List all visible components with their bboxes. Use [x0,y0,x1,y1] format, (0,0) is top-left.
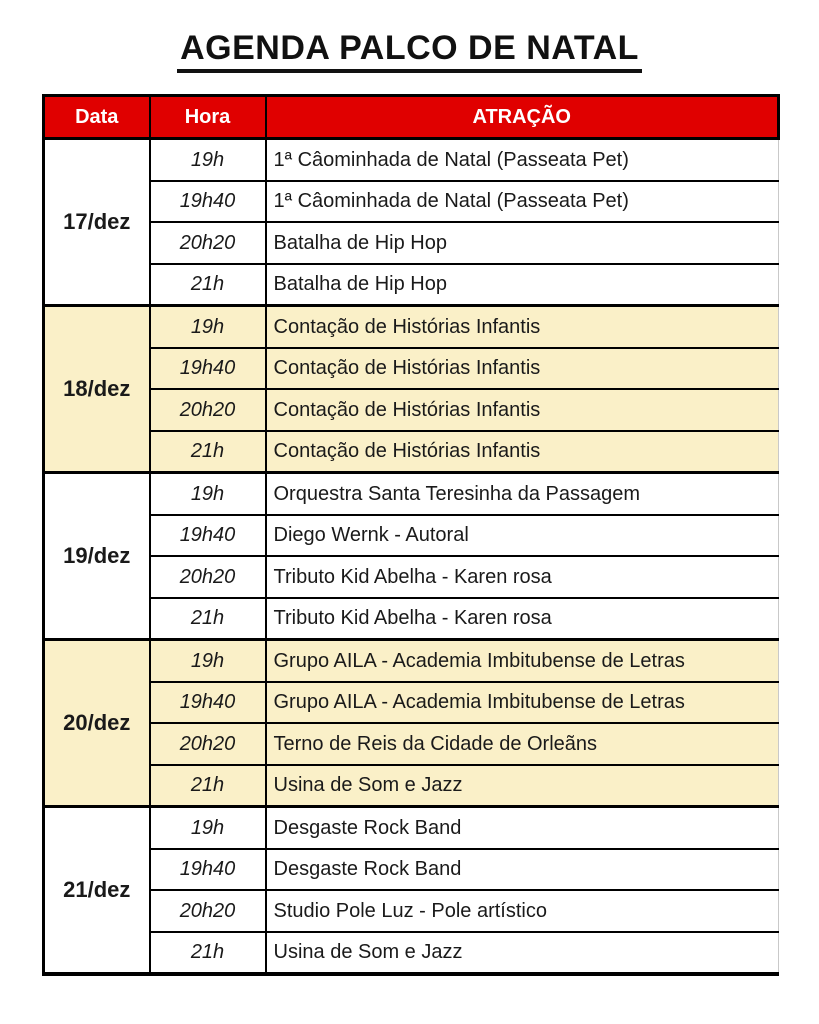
page-title [0,0,819,73]
agenda-row [44,515,779,557]
agenda-row [44,431,779,473]
agenda-row [44,348,779,390]
attraction-cell: Desgaste Rock Band [266,807,779,849]
attraction-cell: Tributo Kid Abelha - Karen rosa [266,598,779,640]
agenda-row [44,598,779,640]
attraction-cell: Grupo AILA - Academia Imbitubense de Letras [266,640,779,682]
time-cell: 19h [150,306,266,348]
time-cell: 19h [150,473,266,515]
time-cell: 19h40 [150,181,266,223]
time-cell: 20h20 [150,890,266,932]
header-cell-hora: Hora [150,96,266,139]
header-row [44,96,779,139]
date-cell: 19/dez [44,473,150,640]
time-cell: 20h20 [150,723,266,765]
time-cell: 21h [150,431,266,473]
time-cell: 20h20 [150,222,266,264]
agenda-row [44,389,779,431]
agenda-row [44,640,779,682]
page-title-text: AGENDA PALCO DE NATAL [177,30,642,73]
agenda-table [42,94,780,976]
time-cell: 19h [150,640,266,682]
attraction-cell: Batalha de Hip Hop [266,264,779,306]
time-cell: 19h40 [150,515,266,557]
agenda-row [44,682,779,724]
date-cell: 17/dez [44,139,150,306]
time-cell: 19h [150,139,266,181]
agenda-row [44,139,779,181]
agenda-row [44,306,779,348]
agenda-row [44,473,779,515]
time-cell: 19h [150,807,266,849]
time-cell: 21h [150,765,266,807]
agenda-row [44,932,779,975]
attraction-cell: Grupo AILA - Academia Imbitubense de Letras [266,682,779,724]
attraction-cell: Batalha de Hip Hop [266,222,779,264]
agenda-row [44,723,779,765]
attraction-cell: Contação de Histórias Infantis [266,389,779,431]
agenda-row [44,181,779,223]
attraction-cell: Studio Pole Luz - Pole artístico [266,890,779,932]
time-cell: 19h40 [150,682,266,724]
attraction-cell: Usina de Som e Jazz [266,765,779,807]
time-cell: 21h [150,932,266,975]
attraction-cell: Contação de Histórias Infantis [266,348,779,390]
time-cell: 21h [150,598,266,640]
date-cell: 21/dez [44,807,150,975]
time-cell: 20h20 [150,389,266,431]
agenda-row [44,849,779,891]
date-cell: 20/dez [44,640,150,807]
attraction-cell: Tributo Kid Abelha - Karen rosa [266,556,779,598]
table-body [44,139,779,975]
attraction-cell: Contação de Histórias Infantis [266,431,779,473]
time-cell: 20h20 [150,556,266,598]
agenda-row [44,222,779,264]
attraction-cell: Diego Wernk - Autoral [266,515,779,557]
agenda-row [44,765,779,807]
attraction-cell: 1ª Câominhada de Natal (Passeata Pet) [266,139,779,181]
attraction-cell: Desgaste Rock Band [266,849,779,891]
attraction-cell: Usina de Som e Jazz [266,932,779,975]
header-cell-atracao: ATRAÇÃO [266,96,779,139]
date-cell: 18/dez [44,306,150,473]
time-cell: 21h [150,264,266,306]
header-cell-data: Data [44,96,150,139]
attraction-cell: Orquestra Santa Teresinha da Passagem [266,473,779,515]
attraction-cell: Terno de Reis da Cidade de Orleãns [266,723,779,765]
agenda-row [44,264,779,306]
time-cell: 19h40 [150,348,266,390]
attraction-cell: Contação de Histórias Infantis [266,306,779,348]
time-cell: 19h40 [150,849,266,891]
attraction-cell: 1ª Câominhada de Natal (Passeata Pet) [266,181,779,223]
agenda-row [44,556,779,598]
table-header [44,96,779,139]
agenda-row [44,807,779,849]
agenda-row [44,890,779,932]
